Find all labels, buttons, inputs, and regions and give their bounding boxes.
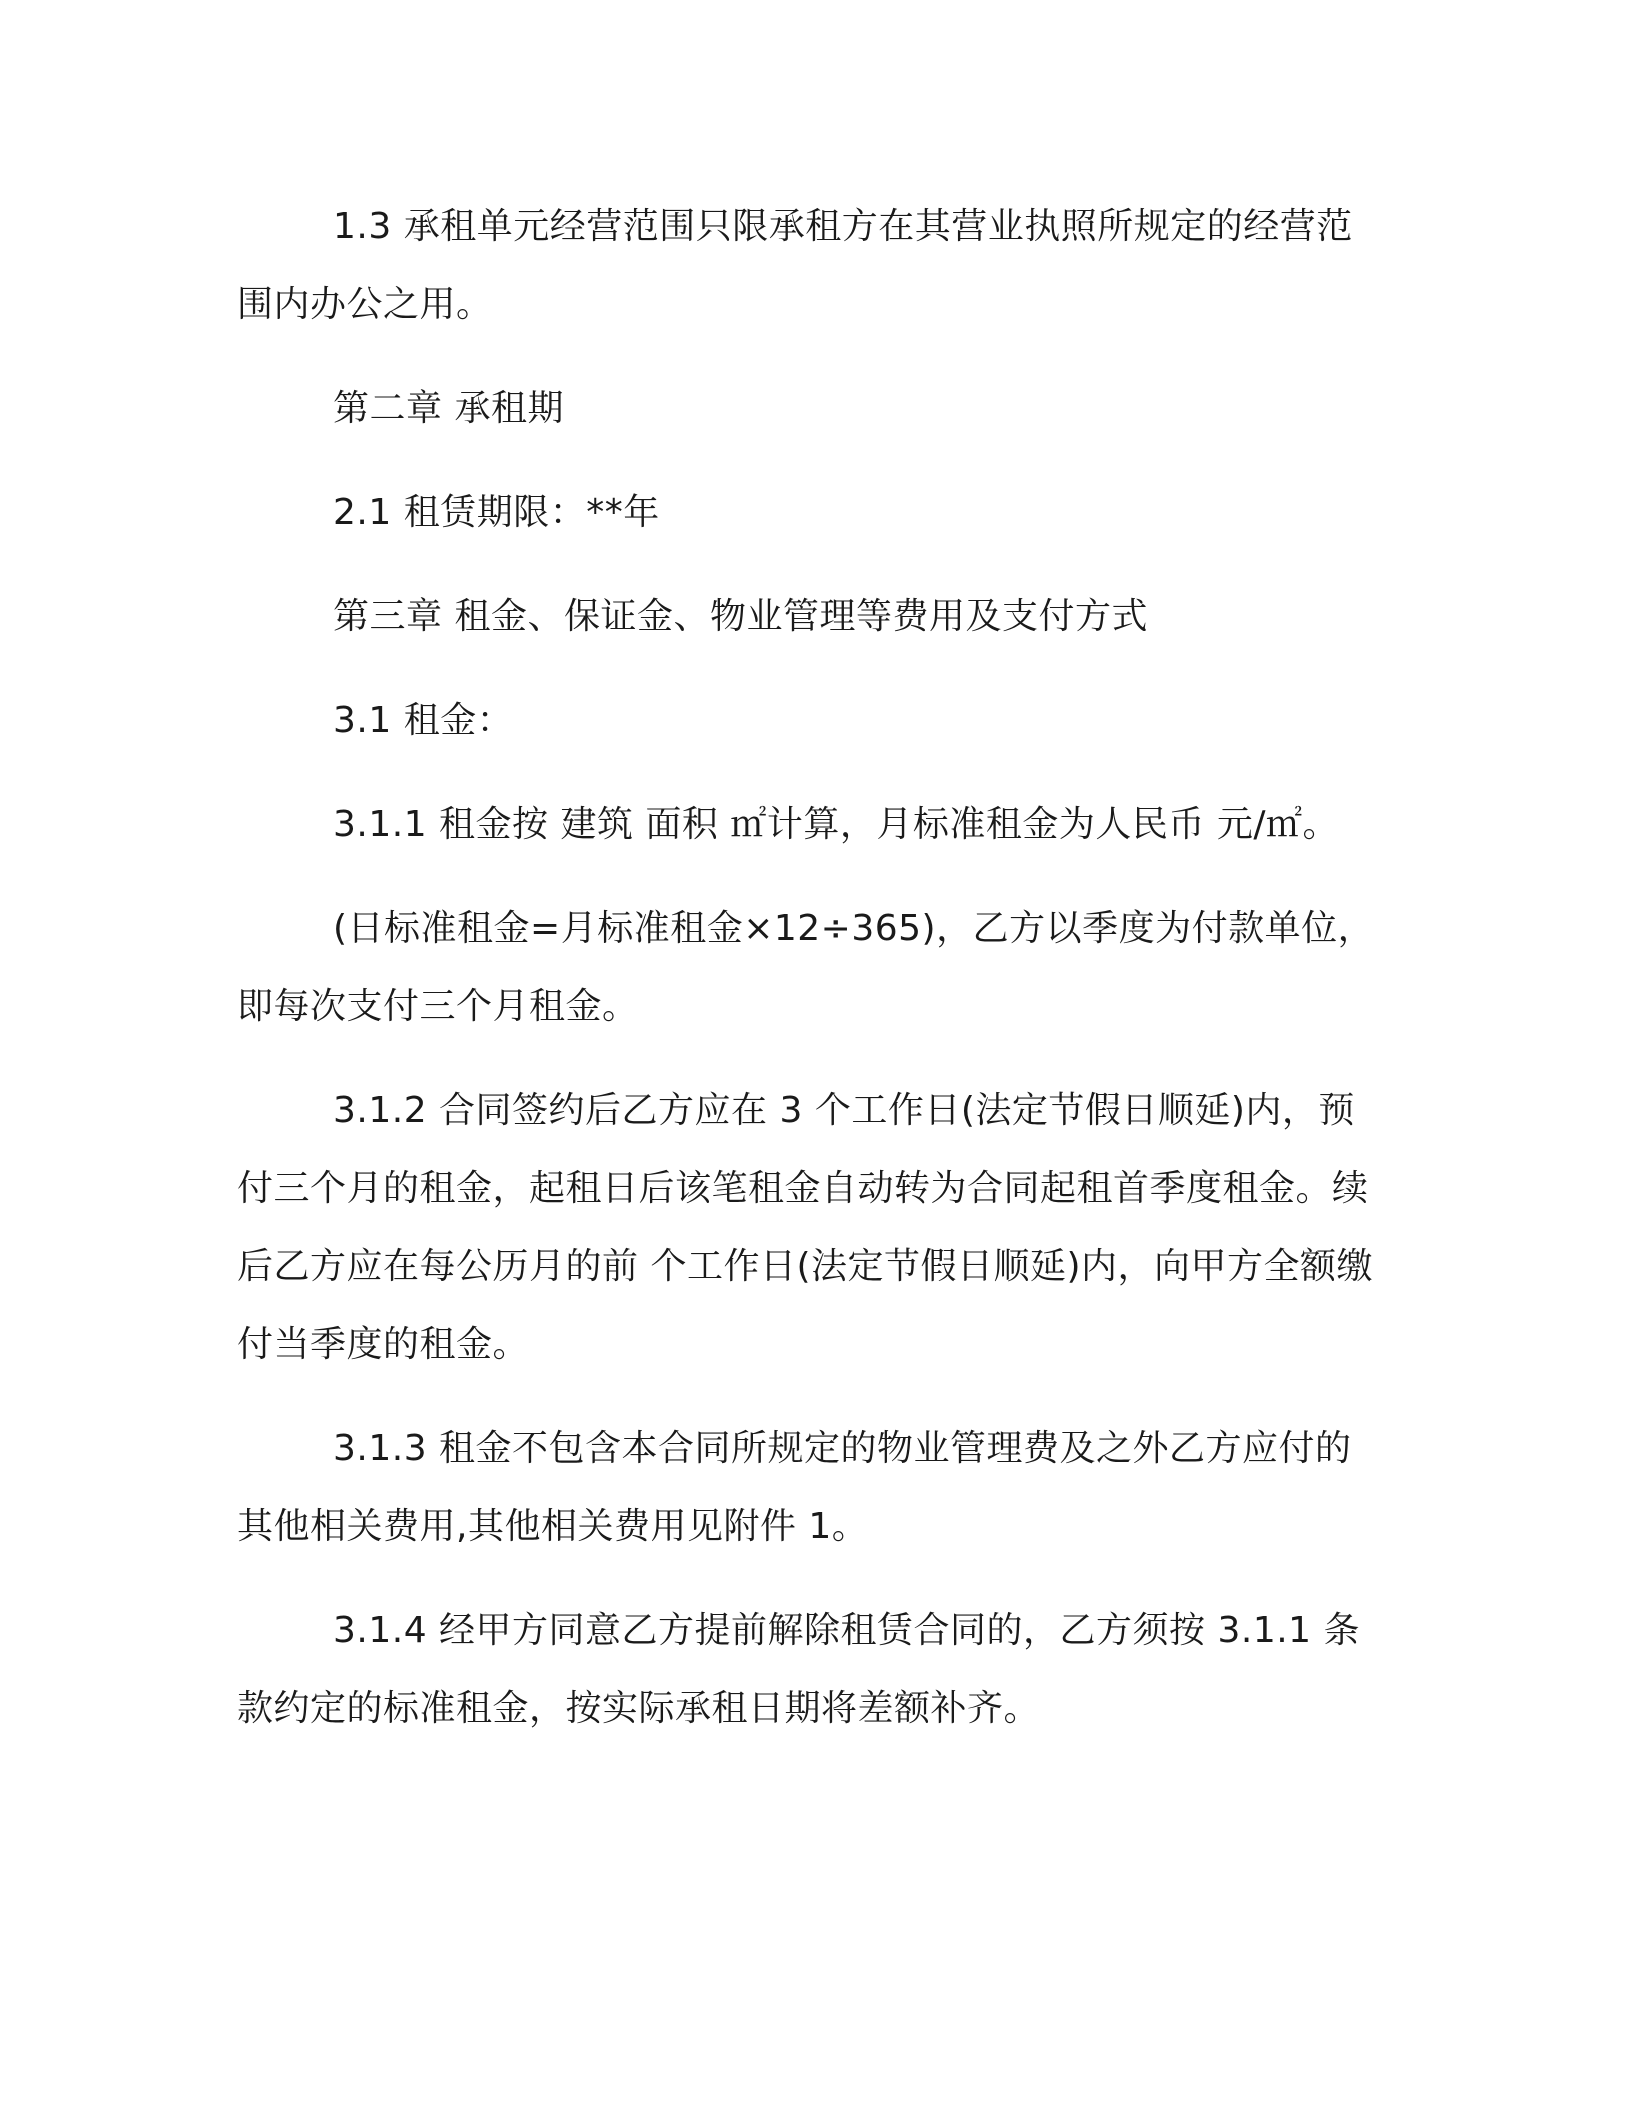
clause-3-1-4: 3.1.4 经甲方同意乙方提前解除租赁合同的，乙方须按 3.1.1 条款约定的标准租金，按实际承租日期将差额补齐。 [237, 1610, 1361, 1729]
document-body [237, 188, 1382, 1774]
chapter-3-heading: 第三章 租金、保证金、物业管理等费用及支付方式 [333, 596, 1148, 637]
clause-3-1-2: 3.1.2 合同签约后乙方应在 3 个工作日(法定节假日顺延)内，预付三个月的租金，起租日后该笔租金自动转为合同起租首季度租金。续后乙方应在每公历月的前 个工作日(法定节假日顺延)内，向甲方全额缴付当季度的租金。 [237, 1090, 1374, 1365]
clause-2-1: 2.1 租赁期限：**年 [333, 492, 660, 533]
clause-3-1-1: 3.1.1 租金按 建筑 面积 ㎡计算，月标准租金为人民币 元/㎡。 [333, 804, 1339, 845]
clause-3-1-1-formula: (日标准租金=月标准租金×12÷365)，乙方以季度为付款单位，即每次支付三个月租金。 [237, 908, 1375, 1027]
clause-1-3: 1.3 承租单元经营范围只限承租方在其营业执照所规定的经营范围内办公之用。 [237, 206, 1353, 325]
chapter-2-heading: 第二章 承租期 [333, 388, 564, 429]
clause-3-1-3: 3.1.3 租金不包含本合同所规定的物业管理费及之外乙方应付的其他相关费用,其他相关费用见附件 1。 [237, 1428, 1352, 1547]
clause-3-1: 3.1 租金： [333, 700, 514, 741]
